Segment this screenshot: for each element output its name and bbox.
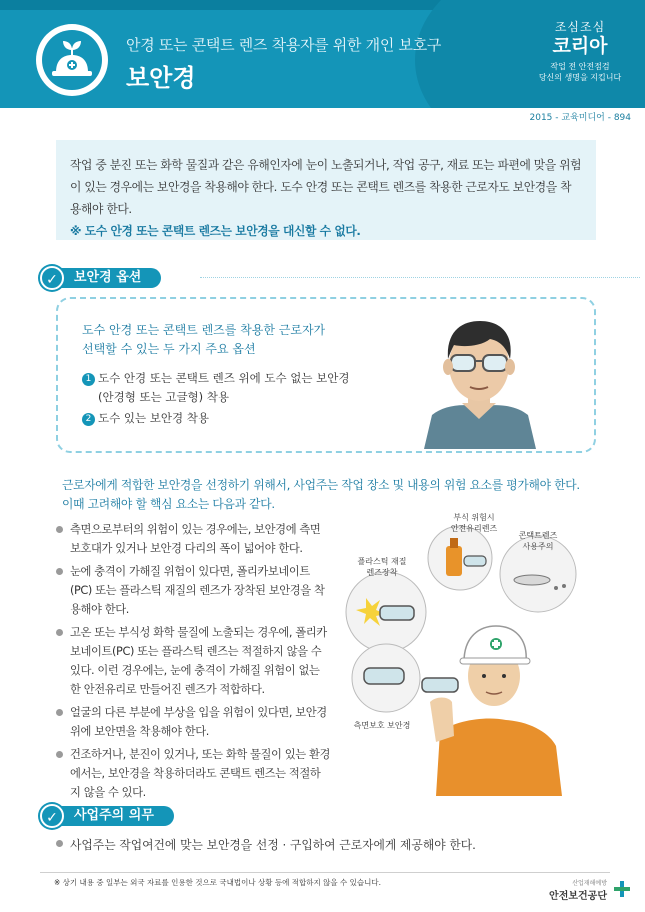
campaign-logo-line2: 당신의 생명을 지킵니다 [538,73,622,82]
key-factors-list [54,520,330,806]
section-header-duty [40,804,600,828]
section-title-duty: 사업주의 의무 [60,806,174,826]
caption-contact-lens-line2: 사용주의 [522,542,554,551]
option-item-1-line1: 도수 안경 또는 콘택트 렌즈 위에 도수 없는 보안경 [98,371,350,385]
caption-side-shield: 측면보호 보안경 [353,721,411,730]
kosha-small-text: 산업재해예방 [572,880,607,887]
assessment-line2: 이때 고려해야 할 핵심 요소는 다음과 같다. [62,497,275,511]
edition-label: 2015 - 교육미디어 - 894 [529,113,631,123]
caption-contact-lens-line1: 콘택트렌즈 [518,531,558,540]
campaign-logo-line1: 작업 전 안전점검 [550,62,610,71]
page-subtitle: 안경 또는 콘택트 렌즈 착용자를 위한 개인 보호구 [126,36,442,54]
check-icon: ✓ [40,804,64,828]
list-item: 눈에 충격이 가해질 위험이 있다면, 폴리카보네이트(PC) 또는 플라스틱 재질의 렌즈가 장착된 보안경을 착용해야 한다. [54,562,330,619]
section-divider [200,277,640,278]
caption-plastic-lens [352,556,412,578]
options-title [82,321,325,359]
employer-duty-text: 사업주는 작업여건에 맞는 보안경을 선정 · 구입하여 근로자에게 제공해야 한다. [54,836,476,853]
helmet-logo [36,24,108,96]
page-title: 보안경 [126,64,196,92]
list-item: 고온 또는 부식성 화학 물질에 노출되는 경우에, 폴리카보네이트(PC) 또는 플라스틱 렌즈는 적절하지 않을 수 있다. 이런 경우에는, 눈에 충격이 가해질 위험이 없는 한 안전유리로 만들어진 렌즈가 적합하다. [54,623,330,699]
header-banner [0,0,645,108]
footer-note: ※ 상기 내용 중 일부는 외국 자료를 인용한 것으로 국내법이나 상황 등에 적합하지 않을 수 있습니다. [54,878,381,887]
option-item-2 [82,409,209,428]
assessment-line1: 근로자에게 적합한 보안경을 선정하기 위해서, 사업주는 작업 장소 및 내용의 위험 요소를 평가해야 한다. [62,478,580,492]
intro-note: ※ 도수 안경 또는 콘택트 렌즈는 보안경을 대신할 수 없다. [70,224,361,238]
options-box [56,297,596,453]
options-title-line1: 도수 안경 또는 콘택트 렌즈를 착용한 근로자가 [82,323,326,337]
helmet-sprout-icon [42,30,102,90]
man-with-glasses-illustration [404,307,554,449]
option-item-2-text: 도수 있는 보안경 착용 [98,411,209,425]
campaign-logo-top: 조심조심 [554,20,606,34]
kosha-logo-text [549,878,607,902]
helmet-logo-inner [42,30,102,90]
caption-plastic-lens-line2: 렌즈장착 [366,568,398,577]
list-item: 측면으로부터의 위험이 있는 경우에는, 보안경에 측면 보호대가 있거나 보안경 다리의 폭이 넓어야 한다. [54,520,330,558]
intro-box [56,140,596,240]
section-title-options: 보안경 옵션 [60,268,161,288]
caption-safety-glass-line2: 안전유리렌즈 [450,524,498,533]
number-badge-2: 2 [82,413,95,426]
caption-safety-glass-line1: 부식 위험시 [453,513,495,522]
kosha-name: 안전보건공단 [549,891,607,902]
caption-plastic-lens-line1: 플라스틱 재질 [357,557,407,566]
worker-illustration [336,506,590,796]
intro-text: 작업 중 분진 또는 화학 물질과 같은 유해인자에 눈이 노출되거나, 작업 공구, 재료 또는 파편에 맞을 위험이 있는 경우에는 보안경을 착용해야 한다. 도수 안경 또는 콘택트 렌즈를 착용한 근로자도 보안경을 착용해야 한다. [70,158,582,216]
caption-safety-glass [444,512,504,534]
list-item: 얼굴의 다른 부분에 부상을 입을 위험이 있다면, 보안경 위에 보안면을 착용해야 한다. [54,703,330,741]
campaign-logo-main: 코리아 [552,35,608,57]
section-header-options [40,266,600,290]
kosha-cross-icon [613,880,631,898]
check-icon: ✓ [40,266,64,290]
options-title-line2: 선택할 수 있는 두 가지 주요 옵션 [82,342,256,356]
option-item-1-line2: (안경형 또는 고글형) 착용 [98,390,230,404]
campaign-logo [530,18,630,83]
footer-divider [40,872,610,873]
caption-contact-lens [508,530,568,552]
list-item: 건조하거나, 분진이 있거나, 또는 화학 물질이 있는 환경에서는, 보안경을 착용하더라도 콘택트 렌즈는 적절하지 않을 수 있다. [54,745,330,802]
option-item-1 [82,369,349,407]
number-badge-1: 1 [82,373,95,386]
